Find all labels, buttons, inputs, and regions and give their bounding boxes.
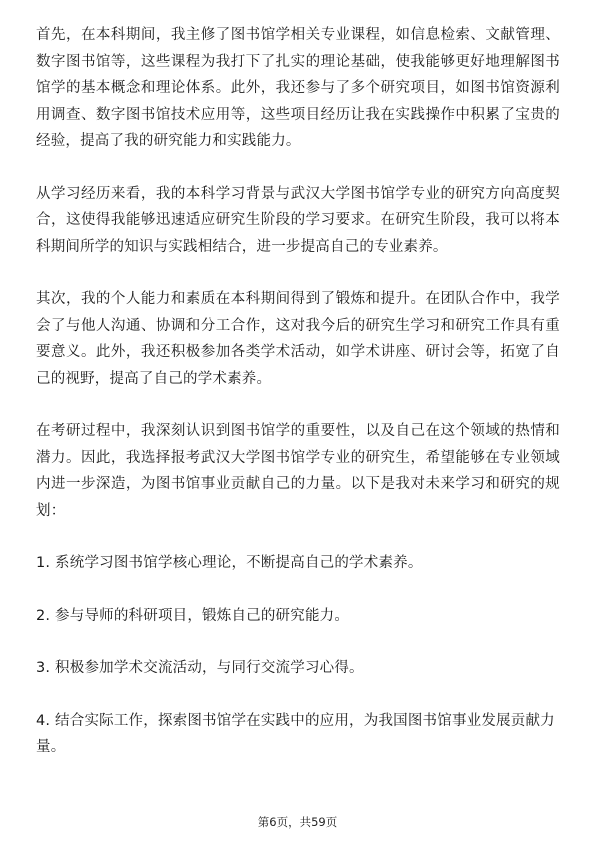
- document-body: [36, 22, 560, 787]
- paragraph-coursework: 首先，在本科期间，我主修了图书馆学相关专业课程，如信息检索、文献管理、数字图书馆等，这些课程为我打下了扎实的理论基础，使我能够更好地理解图书馆学的基本概念和理论体系。此外，我还参与了多个研究项目，如图书馆资源利用调查、数字图书馆技术应用等，这些项目经历让我在实践操作中积累了宝贵的经验，提高了我的研究能力和实践能力。: [36, 27, 560, 149]
- paragraph-background-fit: 从学习经历来看，我的本科学习背景与武汉大学图书馆学专业的研究方向高度契合，这使得我能够迅速适应研究生阶段的学习要求。在研究生阶段，我可以将本科期间所学的知识与实践相结合，进一步提高自己的专业素养。: [36, 185, 560, 255]
- plan-item-1: 1. 系统学习图书馆学核心理论，不断提高自己的学术素养。: [36, 555, 423, 571]
- plan-item-3: 3. 积极参加学术交流活动，与同行交流学习心得。: [36, 660, 364, 676]
- plan-item-4: 4. 结合实际工作，探索图书馆学在实践中的应用，为我国图书馆事业发展贡献力量。: [36, 712, 555, 755]
- plan-item-2: 2. 参与导师的科研项目，锻炼自己的研究能力。: [36, 607, 350, 624]
- paragraph-personal-abilities: 其次，我的个人能力和素质在本科期间得到了锻炼和提升。在团队合作中，我学会了与他人沟通、协调和分工合作，这对我今后的研究生学习和研究工作具有重要意义。此外，我还积极参加各类学术活动，如学术讲座、研讨会等，拓宽了自己的视野，提高了自己的学术素养。: [36, 291, 560, 387]
- page-number-footer: 第6页，共59页: [257, 815, 338, 829]
- paragraph-motivation: 在考研过程中，我深刻认识到图书馆学的重要性，以及自己在这个领域的热情和潜力。因此，我选择报考武汉大学图书馆学专业的研究生，希望能够在专业领域内进一步深造，为图书馆事业贡献自己的力量。以下是我对未来学习和研究的规划：: [36, 423, 560, 519]
